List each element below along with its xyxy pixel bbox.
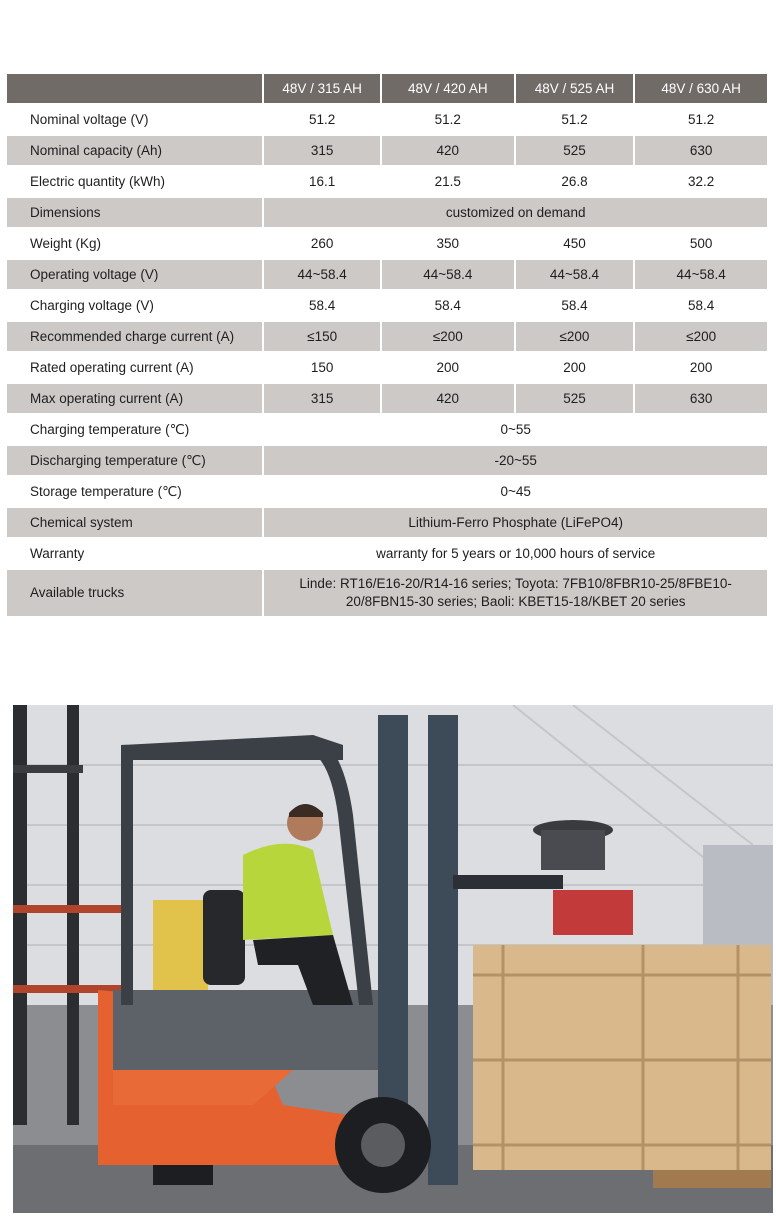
table-row: [7, 539, 767, 568]
table-row: [7, 508, 767, 537]
row-label: Available trucks: [7, 570, 262, 616]
row-value: 58.4: [380, 291, 514, 320]
row-value: 58.4: [514, 291, 634, 320]
table-row: [7, 291, 767, 320]
table-row: [7, 570, 767, 616]
row-value: 58.4: [262, 291, 380, 320]
row-value: 200: [380, 353, 514, 382]
row-value-span: -20~55: [262, 446, 767, 475]
front-hub: [361, 1123, 405, 1167]
header-cell: 48V / 315 AH: [262, 74, 380, 103]
row-value: ≤150: [262, 322, 380, 351]
row-value: 315: [262, 136, 380, 165]
trucks-line: 20/8FBN15-30 series; Baoli: KBET15-18/KBET 20 series: [345, 594, 686, 609]
row-value-span: 0~45: [262, 477, 767, 506]
table-row: [7, 105, 767, 134]
row-label: Nominal capacity (Ah): [7, 136, 262, 165]
battery-spec-table: [7, 72, 767, 618]
row-value-span: warranty for 5 years or 10,000 hours of service: [262, 539, 767, 568]
table-row: [7, 322, 767, 351]
row-label: Storage temperature (℃): [7, 477, 262, 506]
row-value-span: [262, 570, 767, 616]
trucks-line: Linde: RT16/E16-20/R14-16 series; Toyota: 7FB10/8FBR10-25/8FBE10-: [299, 576, 732, 591]
table-row: [7, 260, 767, 289]
row-value: 51.2: [380, 105, 514, 134]
table-row: [7, 136, 767, 165]
fork-carriage: [453, 875, 563, 889]
row-value: 58.4: [633, 291, 767, 320]
row-value: 44~58.4: [514, 260, 634, 289]
seat: [203, 890, 245, 985]
red-cart: [553, 890, 633, 935]
table-row: [7, 229, 767, 258]
row-value: 51.2: [514, 105, 634, 134]
row-label: Charging voltage (V): [7, 291, 262, 320]
cable-reel-body: [541, 830, 605, 870]
row-value: ≤200: [380, 322, 514, 351]
row-label: Rated operating current (A): [7, 353, 262, 382]
row-value: 44~58.4: [262, 260, 380, 289]
row-value: 420: [380, 136, 514, 165]
row-label: Operating voltage (V): [7, 260, 262, 289]
row-value: 44~58.4: [633, 260, 767, 289]
table-row: [7, 353, 767, 382]
rack-beam: [13, 905, 123, 913]
row-label: Warranty: [7, 539, 262, 568]
row-value: 315: [262, 384, 380, 413]
table-row: [7, 167, 767, 196]
row-value: 525: [514, 136, 634, 165]
table-row: [7, 477, 767, 506]
row-value: 500: [633, 229, 767, 258]
row-value: 200: [633, 353, 767, 382]
row-label: Nominal voltage (V): [7, 105, 262, 134]
row-value: ≤200: [514, 322, 634, 351]
table-row: [7, 446, 767, 475]
row-value: ≤200: [633, 322, 767, 351]
row-value-span: customized on demand: [262, 198, 767, 227]
row-value: 21.5: [380, 167, 514, 196]
row-value-span: Lithium-Ferro Phosphate (LiFePO4): [262, 508, 767, 537]
header-cell: 48V / 525 AH: [514, 74, 634, 103]
row-value: 630: [633, 136, 767, 165]
row-label: Max operating current (A): [7, 384, 262, 413]
row-value: 51.2: [262, 105, 380, 134]
crate-pallet: [653, 1170, 771, 1188]
table-row: [7, 384, 767, 413]
row-value-span: 0~55: [262, 415, 767, 444]
header-cell: 48V / 630 AH: [633, 74, 767, 103]
wooden-crate: [473, 945, 771, 1170]
forklift-illustration: [13, 705, 773, 1213]
row-value: 16.1: [262, 167, 380, 196]
rear-wheel: [153, 1165, 213, 1185]
row-label: Weight (Kg): [7, 229, 262, 258]
header-cell: 48V / 420 AH: [380, 74, 514, 103]
row-value: 420: [380, 384, 514, 413]
rack-beam: [13, 765, 83, 773]
yellow-ladder: [153, 900, 208, 990]
row-value: 150: [262, 353, 380, 382]
guard-post: [121, 745, 133, 1005]
row-value: 450: [514, 229, 634, 258]
row-value: 260: [262, 229, 380, 258]
row-value: 51.2: [633, 105, 767, 134]
row-value: 32.2: [633, 167, 767, 196]
table-row: [7, 198, 767, 227]
row-value: 200: [514, 353, 634, 382]
table-row: [7, 415, 767, 444]
row-value: 26.8: [514, 167, 634, 196]
forklift-photo: [13, 705, 773, 1213]
row-label: Chemical system: [7, 508, 262, 537]
row-value: 44~58.4: [380, 260, 514, 289]
row-label: Discharging temperature (℃): [7, 446, 262, 475]
row-value: 630: [633, 384, 767, 413]
row-label: Dimensions: [7, 198, 262, 227]
row-label: Recommended charge current (A): [7, 322, 262, 351]
row-value: 350: [380, 229, 514, 258]
row-label: Charging temperature (℃): [7, 415, 262, 444]
row-value: 525: [514, 384, 634, 413]
row-label: Electric quantity (kWh): [7, 167, 262, 196]
table-header-row: [7, 74, 767, 103]
header-label-cell: [7, 74, 262, 103]
mast-rail: [428, 715, 458, 1185]
